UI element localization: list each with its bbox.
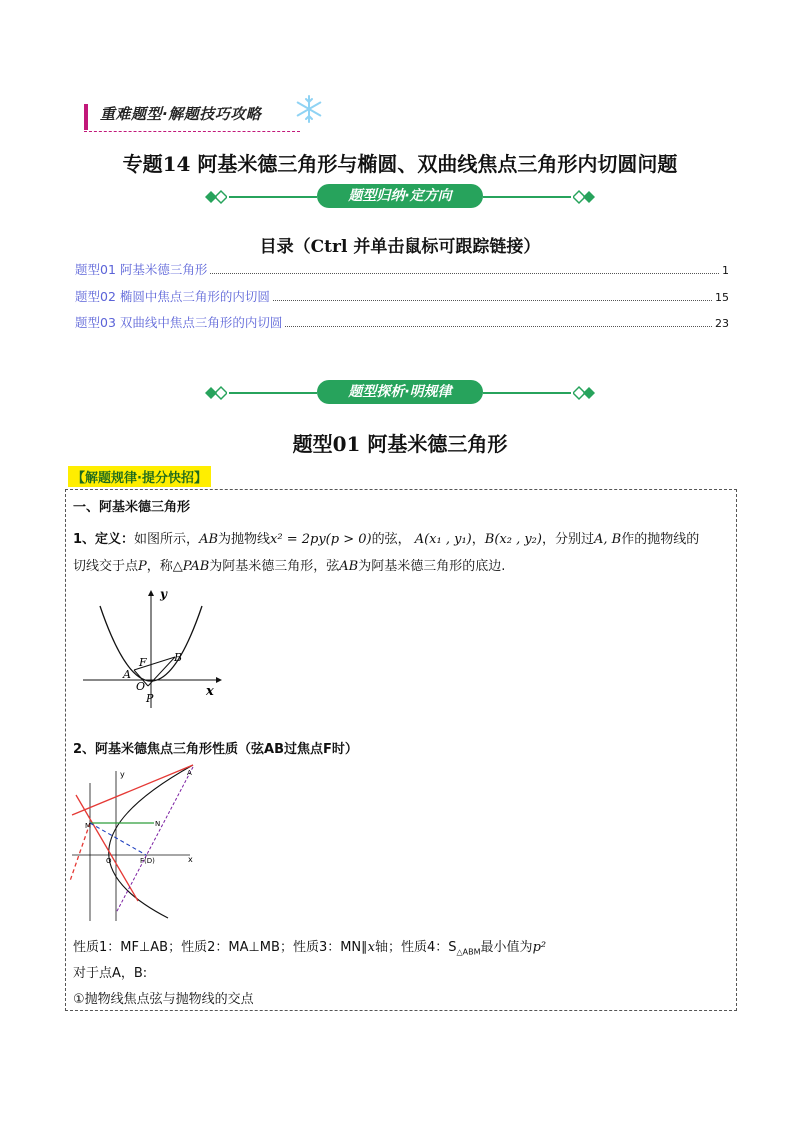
case-1-line: ①抛物线焦点弦与抛物线的交点 <box>73 992 254 1007</box>
points-line: 对于点A，B: <box>73 966 148 981</box>
def-text: ，分别过 <box>541 532 594 547</box>
def-text: 的弦， <box>371 532 411 547</box>
properties-line <box>73 936 546 957</box>
section-banner-1 <box>205 184 595 210</box>
fig2-label-a: A <box>187 769 192 777</box>
fig2-label-y: y <box>120 770 125 779</box>
toc-leader <box>273 290 712 301</box>
toc-item-label[interactable]: 题型01 阿基米德三角形 <box>75 262 208 277</box>
tangent-extension <box>70 823 90 881</box>
def-math: A, B <box>593 532 622 547</box>
def-text: 作的抛物线的 <box>621 532 700 547</box>
tips-tag: 【解题规律·提分快招】 <box>68 466 211 487</box>
diamond-left-icon <box>205 384 227 402</box>
toc-item[interactable] <box>75 260 729 278</box>
banner-accent-bar <box>84 104 88 130</box>
segment-mf <box>90 823 146 855</box>
parabola-equation: x² = 2py(p > 0) <box>270 532 372 547</box>
header-banner: 重难题型·解题技巧攻略 <box>100 105 262 123</box>
toc-leader <box>210 263 719 274</box>
toc-item-page: 15 <box>715 291 729 304</box>
toc-item-page: 1 <box>722 264 729 277</box>
toc-item[interactable] <box>75 287 729 305</box>
banner-label: 题型探析·明规律 <box>317 380 483 404</box>
fig2-label-x: x <box>188 855 193 864</box>
section-banner-2 <box>205 380 595 406</box>
props-subscript: △ABM <box>456 947 481 957</box>
def-text: 切线交于点 <box>73 559 139 574</box>
banner-rule-right <box>483 196 571 198</box>
diamond-right-icon <box>573 188 595 206</box>
fig2-label-f: F(D) <box>140 857 155 865</box>
fig2-label-n: N <box>155 820 161 828</box>
diamond-right-icon <box>573 384 595 402</box>
def-math: AB <box>339 559 359 574</box>
page-title: 专题14 阿基米德三角形与椭圆、双曲线焦点三角形内切圆问题 <box>122 152 678 176</box>
toc-leader <box>285 316 712 327</box>
diamond-left-icon <box>205 188 227 206</box>
figure-archimedes-triangle <box>78 588 228 713</box>
def-text: ， <box>471 532 485 547</box>
def-text: 为阿基米德三角形的底边. <box>358 559 506 574</box>
def-text: 为抛物线 <box>218 532 271 547</box>
fig2-label-m: M <box>85 822 92 830</box>
fig1-label-y: y <box>160 588 167 601</box>
fig1-label-a: A <box>123 668 131 681</box>
def-math: △PAB <box>172 559 210 574</box>
def-math: AB <box>199 532 219 547</box>
toc-item-label[interactable]: 题型03 双曲线中焦点三角形的内切圆 <box>75 315 283 330</box>
def-math: P <box>138 559 147 574</box>
def-prefix: 1、定义： <box>73 532 135 547</box>
fig1-label-p: P <box>146 692 154 705</box>
fig2-label-o: O <box>106 857 112 865</box>
banner-rule-left <box>229 196 317 198</box>
definition-line-1 <box>73 528 699 547</box>
banner-label: 题型归纳·定方向 <box>317 184 483 208</box>
part2-heading: 2、阿基米德焦点三角形性质（弦AB过焦点F时） <box>73 742 358 757</box>
definition-line-2 <box>73 555 505 574</box>
x-arrow <box>216 677 222 683</box>
banner-rule-right <box>483 392 571 394</box>
props-text: 性质1：MF⊥AB；性质2：MA⊥MB；性质3：MN∥ <box>73 940 368 955</box>
fig1-label-o: O <box>136 680 146 693</box>
props-text: 轴；性质4：S <box>375 940 457 955</box>
banner-underline <box>84 131 300 132</box>
toc-item-page: 23 <box>715 317 729 330</box>
toc-item[interactable] <box>75 313 729 331</box>
def-text: 如图所示， <box>134 532 200 547</box>
toc-item-label[interactable]: 题型02 椭圆中焦点三角形的内切圆 <box>75 289 270 304</box>
point-a: A(x₁ , y₁) <box>414 532 472 547</box>
banner-rule-left <box>229 392 317 394</box>
def-text: ，称 <box>146 559 173 574</box>
figure-focal-triangle <box>68 763 198 925</box>
fig1-label-b: B <box>174 651 183 664</box>
fig1-label-x: x <box>206 684 214 699</box>
fig1-label-f: F <box>139 656 147 669</box>
part1-heading: 一、阿基米德三角形 <box>73 500 191 515</box>
props-math: p² <box>532 940 547 955</box>
props-math: x <box>367 940 375 955</box>
section-title: 题型01 阿基米德三角形 <box>292 432 508 456</box>
snowflake-icon <box>294 94 324 124</box>
def-text: 为阿基米德三角形，弦 <box>209 559 340 574</box>
y-arrow <box>148 590 154 596</box>
point-b: B(x₂ , y₂) <box>484 532 542 547</box>
toc-heading: 目录（Ctrl 并单击鼠标可跟踪链接） <box>259 237 541 257</box>
props-text: 最小值为 <box>480 940 533 955</box>
